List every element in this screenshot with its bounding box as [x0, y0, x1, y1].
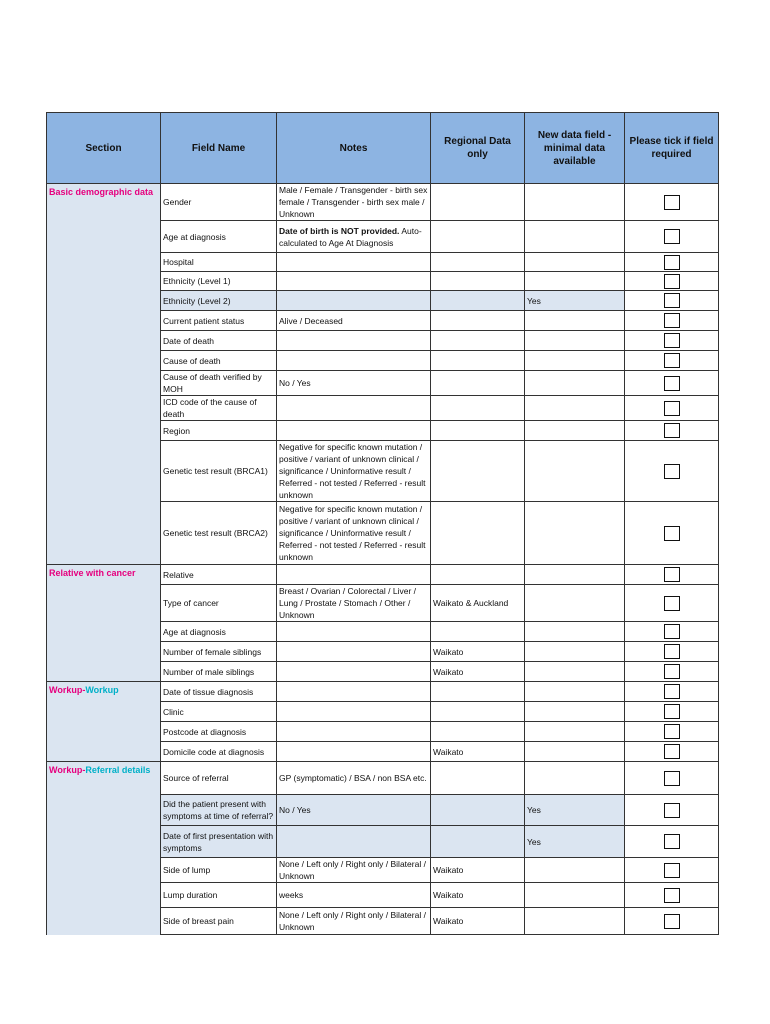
notes-cell [277, 742, 431, 762]
notes-cell [277, 858, 431, 883]
new-data-field-cell [525, 253, 625, 272]
field-name-cell: Relative [161, 565, 277, 585]
required-checkbox[interactable] [664, 624, 680, 639]
new-data-field-cell [525, 682, 625, 702]
notes-cell [277, 184, 431, 221]
new-data-field-cell [525, 396, 625, 421]
new-data-field-cell [525, 184, 625, 221]
field-name-cell: Number of male siblings [161, 662, 277, 682]
notes-cell [277, 371, 431, 396]
notes-cell [277, 883, 431, 908]
section-subname: Referral details [85, 765, 151, 775]
field-name-cell: Cause of death [161, 351, 277, 371]
required-checkbox[interactable] [664, 596, 680, 611]
new-data-field-cell [525, 441, 625, 502]
tick-cell [625, 682, 719, 702]
regional-data-cell [431, 722, 525, 742]
tick-cell [625, 858, 719, 883]
notes-cell [277, 585, 431, 622]
regional-data-cell: Waikato [431, 858, 525, 883]
required-checkbox[interactable] [664, 274, 680, 289]
notes-cell [277, 642, 431, 662]
notes-cell [277, 502, 431, 565]
regional-data-cell [431, 221, 525, 253]
regional-data-cell [431, 331, 525, 351]
tick-cell [625, 565, 719, 585]
regional-data-cell [431, 762, 525, 795]
tick-cell [625, 351, 719, 371]
required-checkbox[interactable] [664, 401, 680, 416]
section-separator: - [82, 685, 86, 695]
field-name-cell: Lump duration [161, 883, 277, 908]
new-data-field-cell: Yes [525, 826, 625, 858]
regional-data-cell: Waikato [431, 883, 525, 908]
required-checkbox[interactable] [664, 684, 680, 699]
new-data-field-cell [525, 565, 625, 585]
table-body [47, 184, 719, 935]
field-name-cell: Side of breast pain [161, 908, 277, 935]
tick-cell [625, 502, 719, 565]
notes-cell [277, 722, 431, 742]
regional-data-cell [431, 421, 525, 441]
regional-data-cell [431, 702, 525, 722]
field-name-cell: Number of female siblings [161, 642, 277, 662]
required-checkbox[interactable] [664, 704, 680, 719]
required-checkbox[interactable] [664, 526, 680, 541]
required-checkbox[interactable] [664, 724, 680, 739]
notes-text: No / Yes [279, 805, 311, 815]
regional-data-cell [431, 184, 525, 221]
notes-cell [277, 441, 431, 502]
notes-emphasis: Date of birth is NOT provided. [279, 225, 400, 236]
required-checkbox[interactable] [664, 353, 680, 368]
table-row [47, 762, 719, 795]
notes-cell [277, 272, 431, 291]
notes-text: No / Yes [279, 378, 311, 388]
tick-cell [625, 762, 719, 795]
table-row [47, 565, 719, 585]
notes-cell [277, 702, 431, 722]
required-checkbox[interactable] [664, 423, 680, 438]
tick-cell [625, 642, 719, 662]
section-subname: Workup [85, 685, 119, 695]
regional-data-cell: Waikato [431, 742, 525, 762]
tick-cell [625, 585, 719, 622]
section-cell [47, 682, 161, 762]
notes-text: Negative for specific known mutation / positive / variant of unknown clinical / significance / Uninformative result / Referred - not tested / Referred - result unknown [279, 442, 426, 500]
header-notes: Notes [277, 113, 431, 184]
section-separator: - [82, 765, 86, 775]
regional-data-cell [431, 795, 525, 826]
field-name-cell: Age at diagnosis [161, 622, 277, 642]
tick-cell [625, 272, 719, 291]
regional-data-cell [431, 622, 525, 642]
tick-cell [625, 291, 719, 311]
notes-cell [277, 351, 431, 371]
field-name-cell: Source of referral [161, 762, 277, 795]
new-data-field-cell [525, 722, 625, 742]
field-name-cell: Hospital [161, 253, 277, 272]
new-data-field-cell [525, 502, 625, 565]
notes-text: Alive / Deceased [279, 315, 343, 326]
notes-text: GP (symptomatic) / BSA / non BSA etc. [279, 773, 427, 783]
field-name-cell: Clinic [161, 702, 277, 722]
header-tick-required: Please tick if field required [625, 113, 719, 184]
field-name-cell: Type of cancer [161, 585, 277, 622]
field-name-cell: Ethnicity (Level 1) [161, 272, 277, 291]
new-data-field-cell [525, 272, 625, 291]
new-data-field-cell [525, 421, 625, 441]
notes-text: Negative for specific known mutation / positive / variant of unknown clinical / significance / Uninformative result / Referred - not tested / Referred - result unknown [279, 504, 426, 562]
notes-text: weeks [279, 890, 304, 900]
field-name-cell: Age at diagnosis [161, 221, 277, 253]
notes-cell [277, 221, 431, 253]
section-name: Workup [49, 765, 83, 775]
required-checkbox[interactable] [664, 376, 680, 391]
required-checkbox[interactable] [664, 744, 680, 759]
new-data-field-cell: Yes [525, 795, 625, 826]
new-data-field-cell [525, 858, 625, 883]
field-name-cell: Date of death [161, 331, 277, 351]
field-name-cell: Did the patient present with symptoms at time of referral? [161, 795, 277, 826]
regional-data-cell [431, 311, 525, 331]
new-data-field-cell [525, 702, 625, 722]
tick-cell [625, 331, 719, 351]
field-name-cell: Genetic test result (BRCA1) [161, 441, 277, 502]
required-checkbox[interactable] [664, 664, 680, 679]
tick-cell [625, 184, 719, 221]
tick-cell [625, 722, 719, 742]
notes-cell [277, 253, 431, 272]
section-cell [47, 184, 161, 565]
header-new-data-field: New data field - minimal data available [525, 113, 625, 184]
section-cell [47, 762, 161, 935]
notes-cell [277, 311, 431, 331]
new-data-field-cell [525, 311, 625, 331]
tick-cell [625, 622, 719, 642]
tick-cell [625, 421, 719, 441]
notes-cell [277, 565, 431, 585]
required-checkbox[interactable] [664, 771, 680, 786]
new-data-field-cell [525, 221, 625, 253]
notes-cell [277, 291, 431, 311]
notes-text: None / Left only / Right only / Bilateral / Unknown [279, 859, 426, 881]
notes-cell [277, 331, 431, 351]
regional-data-cell: Waikato & Auckland [431, 585, 525, 622]
tick-cell [625, 795, 719, 826]
field-name-cell: Date of tissue diagnosis [161, 682, 277, 702]
required-checkbox[interactable] [664, 863, 680, 878]
notes-text: Auto-calculated to Age At Diagnosis [279, 225, 422, 248]
required-checkbox[interactable] [664, 567, 680, 582]
header-regional-data-only: Regional Data only [431, 113, 525, 184]
notes-cell [277, 396, 431, 421]
new-data-field-cell [525, 662, 625, 682]
new-data-field-cell [525, 585, 625, 622]
regional-data-cell [431, 291, 525, 311]
notes-cell [277, 795, 431, 826]
required-checkbox[interactable] [664, 313, 680, 328]
tick-cell [625, 908, 719, 935]
required-checkbox[interactable] [664, 644, 680, 659]
notes-text: None / Left only / Right only / Bilateral / Unknown [279, 910, 426, 932]
tick-cell [625, 311, 719, 331]
tick-cell [625, 662, 719, 682]
field-name-cell: Date of first presentation with symptoms [161, 826, 277, 858]
new-data-field-cell [525, 622, 625, 642]
regional-data-cell [431, 441, 525, 502]
required-checkbox[interactable] [664, 888, 680, 903]
notes-cell [277, 826, 431, 858]
regional-data-cell [431, 682, 525, 702]
tick-cell [625, 396, 719, 421]
field-name-cell: ICD code of the cause of death [161, 396, 277, 421]
new-data-field-cell [525, 642, 625, 662]
regional-data-cell [431, 826, 525, 858]
field-name-cell: Ethnicity (Level 2) [161, 291, 277, 311]
new-data-field-cell [525, 351, 625, 371]
tick-cell [625, 221, 719, 253]
notes-cell [277, 762, 431, 795]
tick-cell [625, 441, 719, 502]
regional-data-cell: Waikato [431, 908, 525, 935]
header-field-name: Field Name [161, 113, 277, 184]
notes-cell [277, 421, 431, 441]
required-checkbox[interactable] [664, 803, 680, 818]
header-row [47, 113, 719, 184]
tick-cell [625, 253, 719, 272]
notes-cell [277, 662, 431, 682]
required-checkbox[interactable] [664, 195, 680, 210]
regional-data-cell [431, 565, 525, 585]
field-name-cell: Gender [161, 184, 277, 221]
regional-data-cell [431, 502, 525, 565]
tick-cell [625, 883, 719, 908]
regional-data-cell [431, 272, 525, 291]
field-name-cell: Domicile code at diagnosis [161, 742, 277, 762]
new-data-field-cell [525, 331, 625, 351]
new-data-field-cell [525, 883, 625, 908]
field-name-cell: Side of lump [161, 858, 277, 883]
new-data-field-cell [525, 371, 625, 396]
required-checkbox[interactable] [664, 333, 680, 348]
required-checkbox[interactable] [664, 293, 680, 308]
regional-data-cell: Waikato [431, 642, 525, 662]
tick-cell [625, 826, 719, 858]
notes-cell [277, 682, 431, 702]
notes-text: Breast / Ovarian / Colorectal / Liver / Lung / Prostate / Stomach / Other / Unknown [279, 586, 416, 620]
regional-data-cell [431, 351, 525, 371]
regional-data-cell [431, 396, 525, 421]
required-checkbox[interactable] [664, 834, 680, 849]
notes-cell [277, 908, 431, 935]
table-row [47, 184, 719, 221]
regional-data-cell: Waikato [431, 662, 525, 682]
required-checkbox[interactable] [664, 229, 680, 244]
new-data-field-cell [525, 908, 625, 935]
tick-cell [625, 702, 719, 722]
header-section: Section [47, 113, 161, 184]
data-fields-table [46, 112, 719, 935]
section-name: Relative with cancer [49, 568, 136, 578]
new-data-field-cell: Yes [525, 291, 625, 311]
new-data-field-cell [525, 762, 625, 795]
field-name-cell: Postcode at diagnosis [161, 722, 277, 742]
required-checkbox[interactable] [664, 464, 680, 479]
notes-text: Male / Female / Transgender - birth sex female / Transgender - birth sex male / Unknown [279, 185, 428, 219]
notes-cell [277, 622, 431, 642]
tick-cell [625, 371, 719, 396]
regional-data-cell [431, 371, 525, 396]
section-name: Workup [49, 685, 83, 695]
tick-cell [625, 742, 719, 762]
regional-data-cell [431, 253, 525, 272]
field-name-cell: Current patient status [161, 311, 277, 331]
required-checkbox[interactable] [664, 914, 680, 929]
field-name-cell: Region [161, 421, 277, 441]
new-data-field-cell [525, 742, 625, 762]
required-checkbox[interactable] [664, 255, 680, 270]
section-name: Basic demographic data [49, 187, 154, 197]
field-name-cell: Genetic test result (BRCA2) [161, 502, 277, 565]
table-row [47, 682, 719, 702]
section-cell [47, 565, 161, 682]
field-name-cell: Cause of death verified by MOH [161, 371, 277, 396]
